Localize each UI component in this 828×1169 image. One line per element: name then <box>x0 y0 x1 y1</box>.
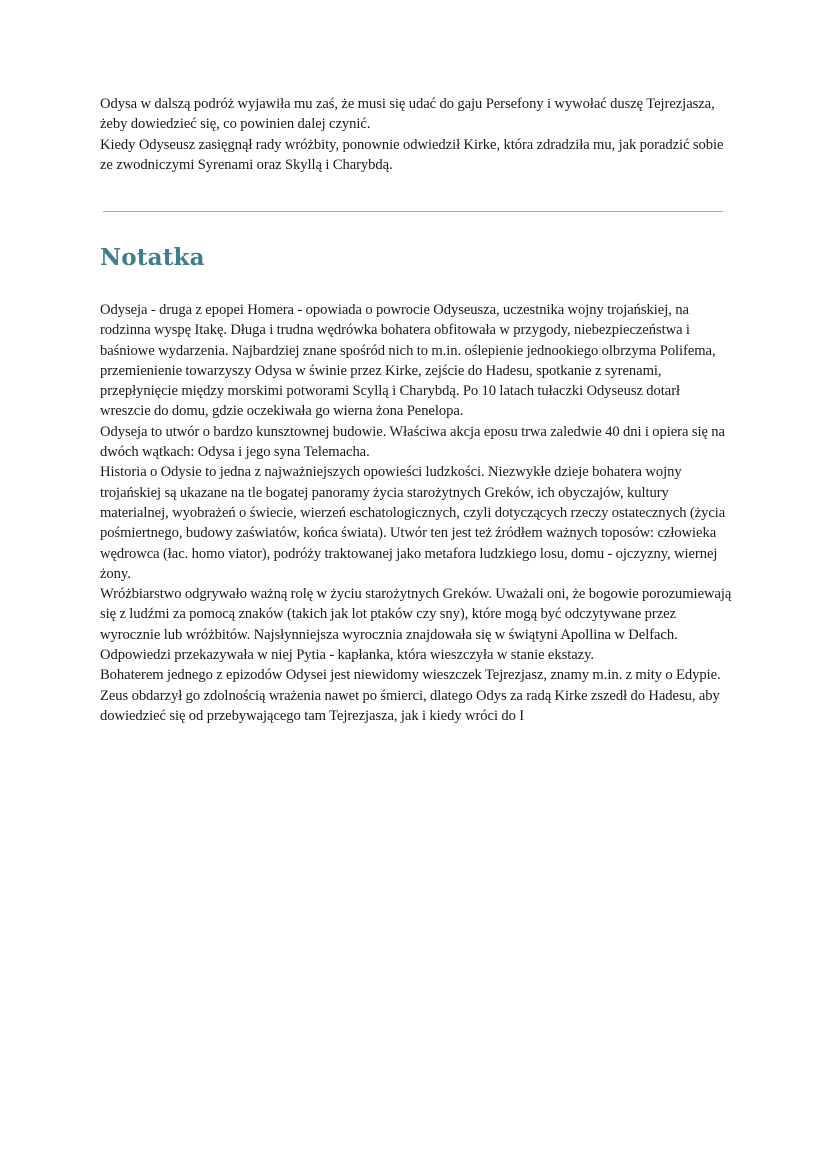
horizontal-divider <box>103 211 723 212</box>
note-paragraph: Historia o Odysie to jedna z najważniejszych opowieści ludzkości. Niezwykłe dzieje bohatera wojny trojańskiej są ukazane na tle bogatej panoramy życia starożytnych Greków, ich obyczajów, kultury materialnej, wyobrażeń o świecie, wierzeń eschatologicznych, czyli dotyczących rzeczy ostatecznych (życia pośmiertnego, budowy zaświatów, końca świata). Utwór ten jest też źródłem ważnych toposów: człowieka wędrowca (łac. homo viator), podróży traktowanej jako metafora ludzkiego losu, domu - ojczyzny, wiernej żony. <box>100 464 726 582</box>
note-paragraph: Wróżbiarstwo odgrywało ważną rolę w życiu starożytnych Greków. Uważali oni, że bogowie porozumiewają się z ludźmi za pomocą znaków (takich jak lot ptaków czy sny), które mogą być odczytywane przez wyrocznie lub wróżbitów. Najsłynniejsza wyrocznia znajdowała się w świątyni Apollina w Delfach. Odpowiedzi przekazywała w niej Pytia - kapłanka, która wieszczyła w stanie ekstazy. <box>100 586 732 664</box>
note-paragraph: Odyseja - druga z epopei Homera - opowiada o powrocie Odyseusza, uczestnika wojny trojańskiej, na rodzinna wyspę Itakę. Długa i trudna wędrówka bohatera obfitowała w przygody, niebezpieczeństwa i baśniowe wydarzenia. Najbardziej znane spośród nich to m.in. oślepienie jednookiego olbrzyma Polifema, przemienienie towarzyszy Odysa w świnie przez Kirke, zejście do Hadesu, spotkanie z syrenami, przepłynięcie między morskimi potworami Scyllą i Charybdą. Po 10 latach tułaczki Odyseusz dotarł wreszcie do domu, gdzie oczekiwała go wierna żona Penelopa. <box>100 302 716 420</box>
intro-section <box>100 94 732 175</box>
intro-paragraph: Odysa w dalszą podróż wyjawiła mu zaś, że musi się udać do gaju Persefony i wywołać duszę Tejrezjasza, żeby dowiedzieć się, co powinien dalej czynić. <box>100 96 715 133</box>
note-paragraph: Odyseja to utwór o bardzo kunsztownej budowie. Właściwa akcja eposu trwa zaledwie 40 dni i opiera się na dwóch wątkach: Odysa i jego syna Telemacha. <box>100 423 725 461</box>
section-heading: Notatka <box>100 244 205 271</box>
note-section <box>100 300 732 726</box>
intro-paragraph: Kiedy Odyseusz zasięgnął rady wróżbity, ponownie odwiedził Kirke, która zdradziła mu, jak poradzić sobie ze zwodniczymi Syrenami oraz Skyllą i Charybdą. <box>100 136 724 173</box>
note-paragraph: Bohaterem jednego z epizodów Odysei jest niewidomy wieszczek Tejrezjasz, znamy m.in. z mity o Edypie. Zeus obdarzył go zdolnością wrażenia nawet po śmierci, dlatego Odys za radą Kirke zszedł do Hadesu, aby dowiedzieć się od przebywającego tam Tejrezjasza, jak i kiedy wróci do I <box>100 667 721 724</box>
